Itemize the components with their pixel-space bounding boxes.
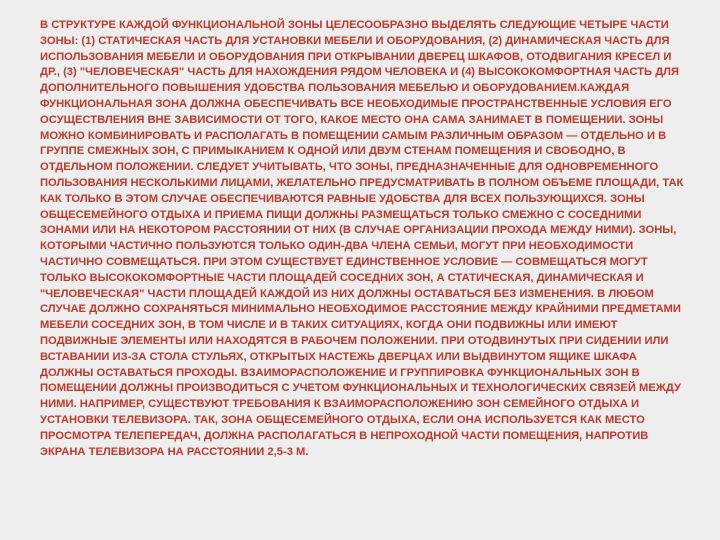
slide-body-text: В СТРУКТУРЕ КАЖДОЙ ФУНКЦИОНАЛЬНОЙ ЗОНЫ ЦЕЛЕСООБРАЗНО ВЫДЕЛЯТЬ СЛЕДУЮЩИЕ ЧЕТЫРЕ ЧАСТИ ЗОНЫ: (1) СТАТИЧЕСКАЯ ЧАСТЬ ДЛЯ УСТАНОВКИ МЕБЕЛИ И ОБОРУДОВАНИЯ, (2) ДИНАМИЧЕСКАЯ ЧАСТЬ ДЛЯ ИСПОЛЬЗОВАНИЯ МЕБЕЛИ И ОБОРУДОВАНИЯ ПРИ ОТКРЫВАНИИ ДВЕРЕЦ ШКАФОВ, ОТОДВИГАНИЯ КРЕСЕЛ И ДР., (3) "ЧЕЛОВЕЧЕСКАЯ" ЧАСТЬ ДЛЯ НАХОЖДЕНИЯ РЯДОМ ЧЕЛОВЕКА И (4) ВЫСОКОКОМФОРТНАЯ ЧАСТЬ ДЛЯ ДОПОЛНИТЕЛЬНОГО ПОВЫШЕНИЯ УДОБСТВА ПОЛЬЗОВАНИЯ МЕБЕЛЬЮ И ОБОРУДОВАНИЕМ.КАЖДАЯ ФУНКЦИОНАЛЬНАЯ ЗОНА ДОЛЖНА ОБЕСПЕЧИВАТЬ ВСЕ НЕОБХОДИМЫЕ ПРОСТРАНСТВЕННЫЕ УСЛОВИЯ ЕГО ОСУЩЕСТВЛЕНИЯ ВНЕ ЗАВИСИМОСТИ ОТ ТОГО, КАКОЕ МЕСТО ОНА САМА ЗАНИМАЕТ В ПОМЕЩЕНИИ. ЗОНЫ МОЖНО КОМБИНИРОВАТЬ И РАСПОЛАГАТЬ В ПОМЕЩЕНИИ САМЫМ РАЗЛИЧНЫМ ОБРАЗОМ — ОТДЕЛЬНО И В ГРУППЕ СМЕЖНЫХ ЗОН, С ПРИМЫКАНИЕМ К ОДНОЙ ИЛИ ДВУМ СТЕНАМ ПОМЕЩЕНИЯ И СВОБОДНО, В ОТДЕЛЬНОМ ПОЛОЖЕНИИ. СЛЕДУЕТ УЧИТЫВАТЬ, ЧТО ЗОНЫ, ПРЕДНАЗНАЧЕННЫЕ ДЛЯ ОДНОВРЕМЕННОГО ПОЛЬЗОВАНИЯ НЕСКОЛЬКИМИ ЛИЦАМИ, ЖЕЛАТЕЛЬНО ПРЕДУСМАТРИВАТЬ В ПОЛНОМ ОБЪЕМЕ ПЛОЩАДИ, ТАК КАК ТОЛЬКО В ЭТОМ СЛУЧАЕ ОБЕСПЕЧИВАЮТСЯ РАВНЫЕ УДОБСТВА ДЛЯ ВСЕХ ПОЛЬЗУЮЩИХСЯ. ЗОНЫ ОБЩЕСЕМЕЙНОГО ОТДЫХА И ПРИЕМА ПИЩИ ДОЛЖНЫ РАЗМЕЩАТЬСЯ ТОЛЬКО СМЕЖНО С СОСЕДНИМИ ЗОНАМИ ИЛИ НА НЕКОТОРОМ РАССТОЯНИИ ОТ НИХ (В СЛУЧАЕ ОРГАНИЗАЦИИ ПРОХОДА МЕЖДУ НИМИ). ЗОНЫ, КОТОРЫМИ ЧАСТИЧНО ПОЛЬЗУЮТСЯ ТОЛЬКО ОДИН-ДВА ЧЛЕНА СЕМЬИ, МОГУТ ПРИ НЕОБХОДИМОСТИ ЧАСТИЧНО СОВМЕЩАТЬСЯ. ПРИ ЭТОМ СУЩЕСТВУЕТ ЕДИНСТВЕННОЕ УСЛОВИЕ — СОВМЕЩАТЬСЯ МОГУТ ТОЛЬКО ВЫСОКОКОМФОРТНЫЕ ЧАСТИ ПЛОЩАДЕЙ СОСЕДНИХ ЗОН, А СТАТИЧЕСКАЯ, ДИНАМИЧЕСКАЯ И "ЧЕЛОВЕЧЕСКАЯ" ЧАСТИ ПЛОЩАДЕЙ КАЖДОЙ ИЗ НИХ ДОЛЖНЫ ОСТАВАТЬСЯ БЕЗ ИЗМЕНЕНИЯ. В ЛЮБОМ СЛУЧАЕ ДОЛЖНО СОХРАНЯТЬСЯ МИНИМАЛЬНО НЕОБХОДИМОЕ РАССТОЯНИЕ МЕЖДУ КРАЙНИМИ ПРЕДМЕТАМИ МЕБЕЛИ СОСЕДНИХ ЗОН, В ТОМ ЧИСЛЕ И В ТАКИХ СИТУАЦИЯХ, КОГДА ОНИ ПОДВИЖНЫ ИЛИ ИМЕЮТ ПОДВИЖНЫЕ ЭЛЕМЕНТЫ ИЛИ НАХОДЯТСЯ В РАБОЧЕМ ПОЛОЖЕНИИ. ПРИ ОТОДВИНУТЫХ ПРИ СИДЕНИИ ИЛИ ВСТАВАНИИ ИЗ-ЗА СТОЛА СТУЛЬЯХ, ОТКРЫТЫХ НАСТЕЖЬ ДВЕРЦАХ ИЛИ ВЫДВИНУТОМ ЯЩИКЕ ШКАФА ДОЛЖНЫ ОСТАВАТЬСЯ ПРОХОДЫ. ВЗАИМОРАСПОЛОЖЕНИЕ И ГРУППИРОВКА ФУНКЦИОНАЛЬНЫХ ЗОН В ПОМЕЩЕНИИ ДОЛЖНЫ ПРОИЗВОДИТЬСЯ С УЧЕТОМ ФУНКЦИОНАЛЬНЫХ И ТЕХНОЛОГИЧЕСКИХ СВЯЗЕЙ МЕЖДУ НИМИ. НАПРИМЕР, СУЩЕСТВУЮТ ТРЕБОВАНИЯ К ВЗАИМОРАСПОЛОЖЕНИЮ ЗОН СЕМЕЙНОГО ОТДЫХА И УСТАНОВКИ ТЕЛЕВИЗОРА. ТАК, ЗОНА ОБЩЕСЕМЕЙНОГО ОТДЫХА, ЕСЛИ ОНА ИСПОЛЬЗУЕТСЯ КАК МЕСТО ПРОСМОТРА ТЕЛЕПЕРЕДАЧ, ДОЛЖНА РАСПОЛАГАТЬСЯ В НЕПРОХОДНОЙ ЧАСТИ ПОМЕЩЕНИЯ, НАПРОТИВ ЭКРАНА ТЕЛЕВИЗОРА НА РАССТОЯНИИ 2,5-3 М. bbox=[40, 19, 684, 458]
